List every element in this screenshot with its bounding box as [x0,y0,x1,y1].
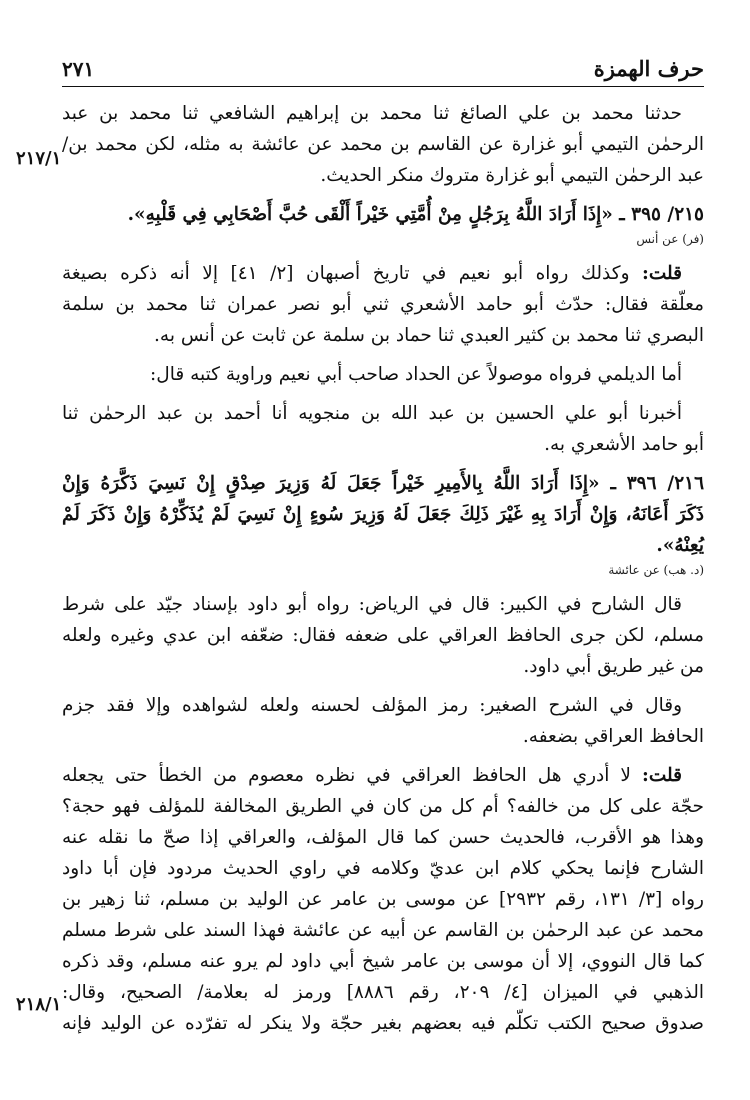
paragraph-akhbarana [62,398,704,460]
margin-ref-2: ٢١٨/١ [16,994,62,1015]
hadith-text: ٢١٦/ ٣٩٦ ـ «إِذَا أَرَادَ اللَّهُ بِالأَمِيرِ خَيْراً جَعَلَ لَهُ وَزِيرَ صِدْقٍ إِنْ نَسِيَ ذَكَّرَهُ وَإِنْ [62,473,705,494]
text-line: رواه [٣/ ١٣١، رقم ٢٩٣٢] عن موسى بن عامر عن الوليد بن مسلم، ثنا زهير بن [62,889,704,910]
page-header [62,52,704,87]
hadith-216 [62,468,704,561]
hadith-text: ٢١٥/ ٣٩٥ ـ «إِذَا أَرَادَ اللَّهُ بِرَجُلٍ مِنْ أُمَّتِي خَيْراً أَلْقَى حُبَّ أَصْحَابِي فِي قَلْبِهِ». [127,204,704,225]
paragraph-sharh-saghir [62,690,704,752]
text-line: صدوق صحيح الكتب تكلّم فيه بعضهم بغير حجّة ولا ينكر له تفرّده عن الوليد فإنه [62,1013,704,1034]
qult-text: لا أدري هل الحافظ العراقي في نظره معصوم من الخطأ حتى يجعله [62,765,631,786]
hadith-text: يُعِنْهُ». [656,535,704,556]
text-line: وهذا هو الأقرب، فالحديث حسن كما قال المؤلف، والعراقي إذا صحّ ما نقله عنه [62,827,704,848]
text-line: كما قال النووي، إلا أن موسى بن عامر شيخ أبي داود لم يرو عنه مسلم، وقد ذكره [62,951,704,972]
text-line: قال الشارح في الكبير: قال في الرياض: رواه أبو داود بإسناد جيّد على شرط [62,594,682,615]
text-line: عبد الرحمٰن التيمي أبو غزارة متروك منكر الحديث. [320,165,704,186]
page-body [62,98,704,1047]
text-line: حجّة على كل من خالفه؟ أم كل من كان في الطريق المخالفة للمؤلف فهو حجة؟ [62,796,704,817]
text-line: محمد عن عبد الرحمٰن بن القاسم عن أبيه عن عائشة فهذا السند على شرط مسلم [62,920,704,941]
hadith-source: (د. هب) عن عائشة [608,563,704,577]
paragraph-intro [62,98,704,191]
hadith-text: ذَكَرَ أَعَانَهُ، وَإِنْ أَرَادَ بِهِ غَيْرَ ذَلِكَ جَعَلَ لَهُ وَزِيرَ سُوءٍ إِنْ نَسِيَ لَمْ يُذَكِّرْهُ وَإِنْ ذَكَرَ لَمْ [62,504,704,525]
hadith-215 [62,199,704,230]
text-line: الشارح فإنما يحكي كلام ابن عديّ وكلامه في راوي الحديث مردود فإن أبا داود [62,858,704,879]
text-line: حدثنا محمد بن علي الصائغ ثنا محمد بن إبراهيم الشافعي ثنا محمد بن عبد [62,103,682,124]
paragraph-sharih-kabir [62,589,704,682]
qult-label: قلت: [642,263,682,284]
paragraph-daylami [62,359,704,390]
text-line: مسلم، لكن جرى الحافظ العراقي على ضعفه فقال: ضعّفه ابن عدي وغيره ولعله [62,625,704,646]
paragraph-qult-2 [62,760,704,1039]
page-number: ٢٧١ [62,57,95,81]
text-line: الرحمٰن التيمي أبو غزارة عن القاسم بن محمد عن عائشة به مثله، لكن محمد بن/ [62,134,704,155]
text-line: البصري ثنا محمد بن كثير العبدي ثنا حماد بن سلمة عن ثابت عن أنس به. [154,325,704,346]
paragraph-qult-1 [62,258,704,351]
hadith-source: (فر) عن أنس [636,232,704,246]
qult-text: وكذلك رواه أبو نعيم في تاريخ أصبهان [٢/ ٤١] إلا أنه ذكره بصيغة [62,263,630,284]
margin-ref-1: ٢١٧/١ [16,148,62,169]
text-line: من غير طريق أبي داود. [523,656,704,677]
text-line: الذهبي في الميزان [٤/ ٢٠٩، رقم ٨٨٨٦] ورمز له بعلامة/ الصحيح، وقال: [62,982,704,1003]
text-line: أخبرنا أبو علي الحسين بن عبد الله بن منجويه أنا أحمد بن عبد الرحمٰن ثنا [62,403,682,424]
chapter-title: حرف الهمزة [593,56,704,81]
text-line: الحافظ العراقي بضعفه. [522,726,704,747]
text-line: أبو حامد الأشعري به. [544,434,704,455]
text-line [62,760,704,791]
text-line [62,258,704,289]
text-line: معلّقة فقال: حدّث أبو حامد الأشعري ثني أبو نصر عمران ثنا محمد بن سلمة [62,294,704,315]
qult-label: قلت: [642,765,682,786]
text-line: وقال في الشرح الصغير: رمز المؤلف لحسنه ولعله لشواهده وإلا فقد جزم [62,695,682,716]
text-line: أما الديلمي فرواه موصولاً عن الحداد صاحب أبي نعيم وراوية كتبه قال: [150,364,682,385]
